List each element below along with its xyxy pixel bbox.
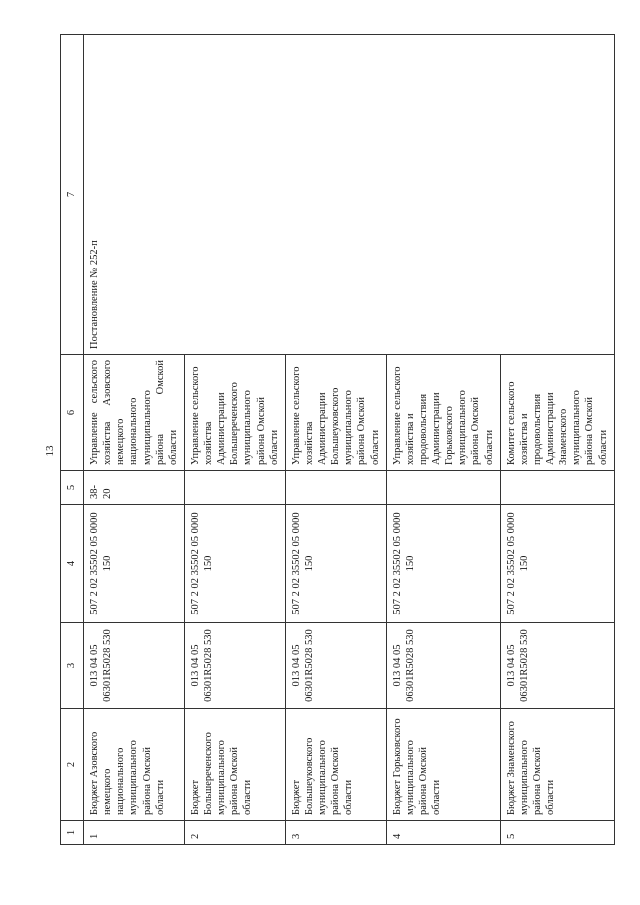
revenue-code: 507 2 02 35502 05 0000 150 [285,505,386,623]
amount-cell [285,471,386,505]
recipient-name: Управление сельского хозяйства Администрации Большереченского муниципального района Омской области [184,355,285,471]
table-row [84,35,185,845]
amount-cell [500,471,614,505]
budget-name: Бюджет Большеуковского муниципального района Омской области [285,709,386,821]
budget-classification-code: 013 04 05 06301R5028 530 [184,623,285,709]
budget-name: Бюджет Азовского немецкого национального муниципального района Омской области [84,709,185,821]
header-cell-3: 3 [61,623,84,709]
budget-classification-code: 013 04 05 06301R5028 530 [84,623,185,709]
row-number: 3 [285,821,386,845]
header-cell-7: 7 [61,35,84,355]
header-row [61,35,84,845]
recipient-name: Управление сельского хозяйства Администрации Большеуковского муниципального района Омской области [285,355,386,471]
rotated-page-content [60,35,609,845]
revenue-code: 507 2 02 35502 05 0000 150 [84,505,185,623]
recipient-name: Управление сельского хозяйства и продовольствия Администрации Горьковского муниципального района Омской области [386,355,500,471]
document-reference: Постановление № 252-п [84,35,615,355]
page-number: 13 [44,445,56,457]
budget-classification-code: 013 04 05 06301R5028 530 [500,623,614,709]
revenue-code: 507 2 02 35502 05 0000 150 [386,505,500,623]
header-cell-4: 4 [61,505,84,623]
header-cell-5: 5 [61,471,84,505]
row-number: 2 [184,821,285,845]
recipient-name: Комитет сельского хозяйства и продовольствия Администрации Знаменского муниципального района Омской области [500,355,614,471]
row-number: 5 [500,821,614,845]
revenue-code: 507 2 02 35502 05 0000 150 [184,505,285,623]
row-number: 1 [84,821,185,845]
revenue-code: 507 2 02 35502 05 0000 150 [500,505,614,623]
amount-cell [184,471,285,505]
header-cell-6: 6 [61,355,84,471]
recipient-name: Управление сельского хозяйства Азовского немецкого национального муниципального района Омской области [84,355,185,471]
budget-classification-code: 013 04 05 06301R5028 530 [285,623,386,709]
header-cell-1: 1 [61,821,84,845]
budget-name: Бюджет Горьковского муниципального района Омской области [386,709,500,821]
distribution-table [60,34,615,845]
budget-name: Бюджет Знаменского муниципального района Омской области [500,709,614,821]
budget-classification-code: 013 04 05 06301R5028 530 [386,623,500,709]
amount-cell [386,471,500,505]
header-cell-2: 2 [61,709,84,821]
row-number: 4 [386,821,500,845]
amount-cell: 38-20 [84,471,185,505]
budget-name: Бюджет Большереченского муниципального района Омской области [184,709,285,821]
